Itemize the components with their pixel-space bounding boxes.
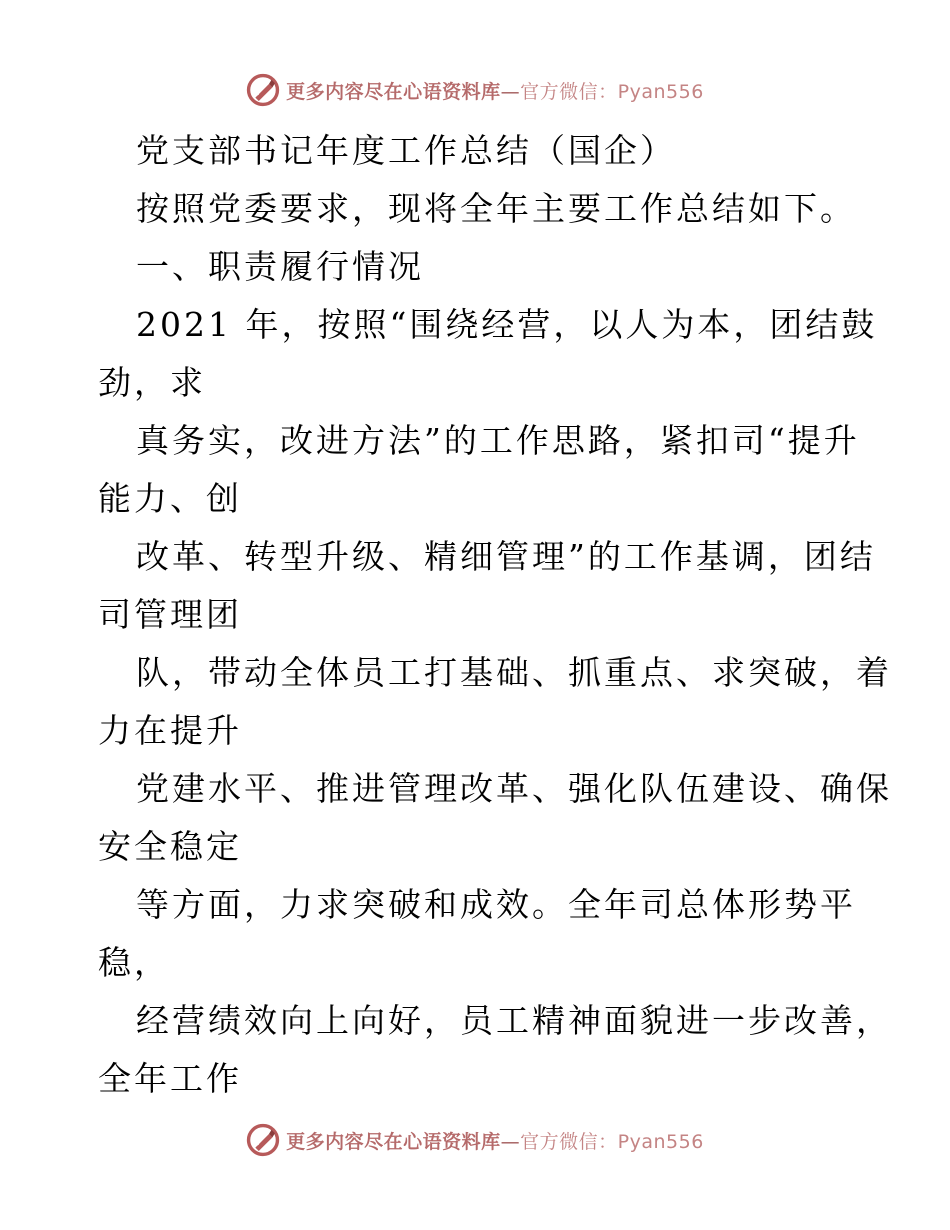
- banner-main-text: 更多内容尽在心语资料库: [286, 1130, 501, 1153]
- text-line: 改革、转型升级、精细管理”的工作基调，团结: [136, 537, 876, 576]
- pen-logo-icon: [246, 73, 280, 107]
- text-line: 劲，求: [98, 363, 206, 402]
- header-banner: [0, 68, 950, 112]
- text-line: 全年工作: [98, 1059, 242, 1098]
- banner-handle-text: 官方微信：Pyan556: [520, 80, 704, 103]
- pen-logo-icon: [246, 1123, 280, 1157]
- text-line: 能力、创: [98, 479, 242, 518]
- text-line: 队，带动全体员工打基础、抓重点、求突破，着: [136, 653, 892, 692]
- text-line: 力在提升: [98, 711, 242, 750]
- text-line: 党支部书记年度工作总结（国企）: [136, 131, 676, 170]
- text-line: 等方面，力求突破和成效。全年司总体形势平: [136, 885, 856, 924]
- text-line: 2021 年，按照“围绕经营，以人为本，团结鼓: [136, 305, 878, 344]
- text-line: 司管理团: [98, 595, 242, 634]
- text-line: 真务实，改进方法”的工作思路，紧扣司“提升: [136, 421, 860, 460]
- footer-banner: [0, 1118, 950, 1162]
- text-line: 经营绩效向上向好，员工精神面貌进一步改善，: [136, 1001, 892, 1040]
- banner-separator: —: [500, 1130, 521, 1153]
- text-line: 稳，: [98, 943, 170, 982]
- banner-separator: —: [500, 80, 521, 103]
- text-line: 一、职责履行情况: [136, 247, 424, 286]
- document-body: [98, 122, 892, 1108]
- banner-main-text: 更多内容尽在心语资料库: [286, 80, 501, 103]
- banner-handle-text: 官方微信：Pyan556: [520, 1130, 704, 1153]
- text-line: 安全稳定: [98, 827, 242, 866]
- text-line: 党建水平、推进管理改革、强化队伍建设、确保: [136, 769, 892, 808]
- text-line: 按照党委要求，现将全年主要工作总结如下。: [136, 189, 856, 228]
